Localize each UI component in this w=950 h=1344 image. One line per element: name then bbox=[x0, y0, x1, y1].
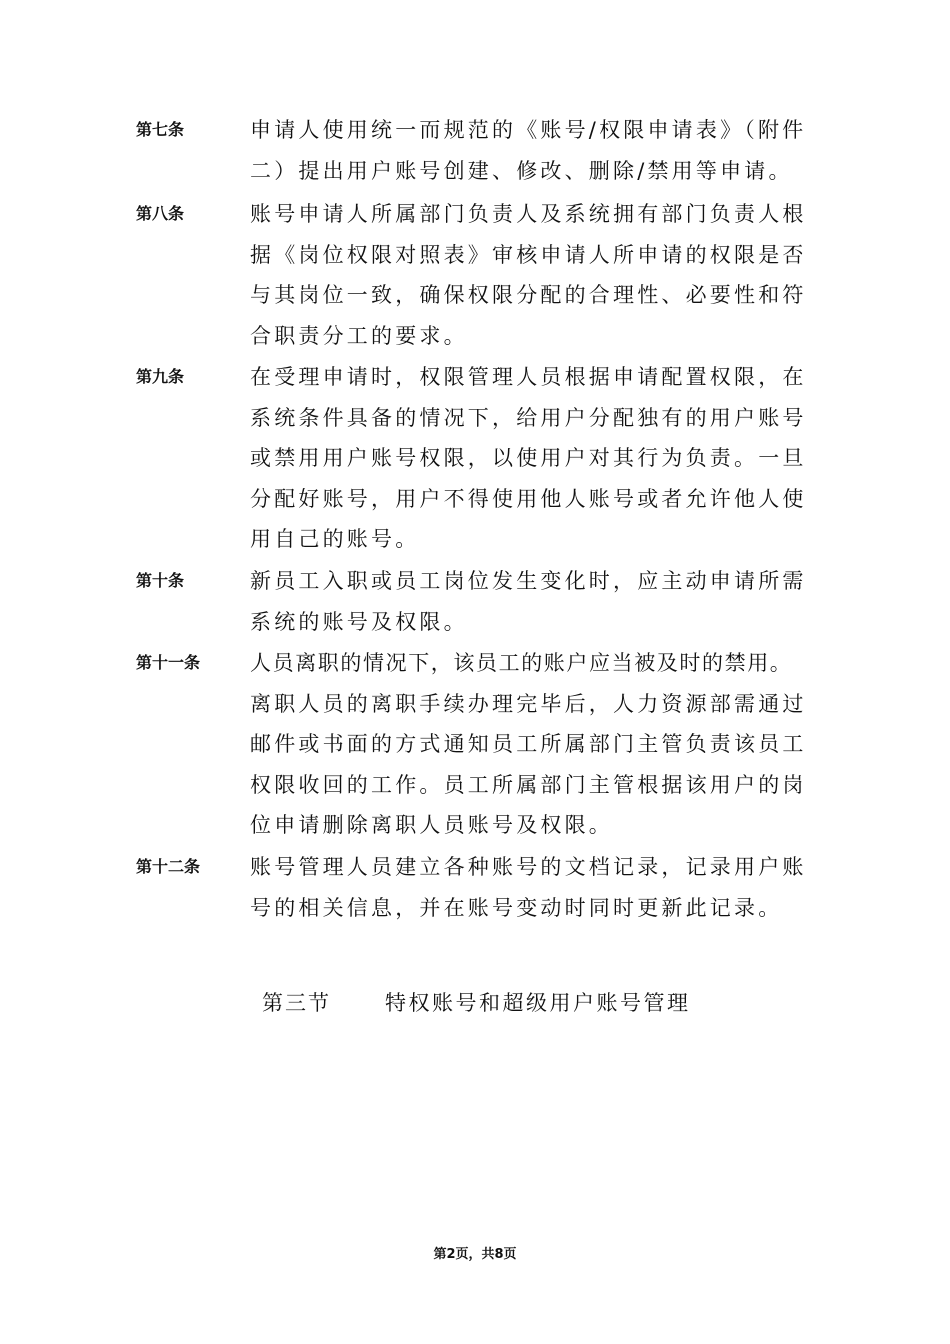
article-line: 与其岗位一致，确保权限分配的合理性、必要性和符 bbox=[250, 283, 807, 307]
article-line: 分配好账号，用户不得使用他人账号或者允许他人使 bbox=[250, 486, 807, 511]
article-line: 在受理申请时，权限管理人员根据申请配置权限，在 bbox=[250, 365, 807, 389]
article-line: 用自己的账号。 bbox=[250, 527, 420, 551]
article-label: 第八条 bbox=[136, 204, 185, 223]
article-line: 人员离职的情况下，该员工的账户应当被及时的禁用。 bbox=[250, 651, 793, 675]
article-body bbox=[250, 643, 830, 846]
article-line: 账号申请人所属部门负责人及系统拥有部门负责人根 bbox=[250, 202, 807, 226]
article-line: 系统的账号及权限。 bbox=[250, 609, 468, 634]
article-line: 账号管理人员建立各种账号的文档记录，记录用户账 bbox=[250, 855, 807, 879]
article-label: 第七条 bbox=[136, 120, 185, 139]
article-line: 位申请删除离职人员账号及权限。 bbox=[250, 813, 613, 837]
article-body bbox=[250, 194, 830, 356]
article-body bbox=[250, 847, 830, 928]
article-line: 权限收回的工作。员工所属部门主管根据该用户的岗 bbox=[250, 772, 807, 797]
article-body bbox=[250, 357, 830, 560]
article-label: 第十二条 bbox=[136, 857, 201, 876]
article-line: 新员工入职或员工岗位发生变化时，应主动申请所需 bbox=[250, 569, 807, 593]
section-number: 第三节 bbox=[262, 991, 331, 1015]
article-line: 离职人员的离职手续办理完毕后，人力资源部需通过 bbox=[250, 691, 807, 716]
article-line: 系统条件具备的情况下，给用户分配独有的用户账号 bbox=[250, 405, 807, 430]
article-label: 第十一条 bbox=[136, 653, 201, 672]
article-line: 号的相关信息，并在账号变动时同时更新此记录。 bbox=[250, 895, 783, 920]
article-body bbox=[250, 110, 830, 191]
page-footer: 第2页，共8页 bbox=[433, 1247, 517, 1262]
article-line: 据《岗位权限对照表》审核申请人所申请的权限是否 bbox=[250, 242, 807, 267]
article-label: 第十条 bbox=[136, 571, 185, 590]
article-line: 合职责分工的要求。 bbox=[250, 323, 468, 348]
article-line: 二）提出用户账号创建、修改、删除/禁用等申请。 bbox=[250, 158, 793, 183]
section-title: 特权账号和超级用户账号管理 bbox=[385, 991, 691, 1015]
article-label: 第九条 bbox=[136, 367, 185, 386]
article-line: 邮件或书面的方式通知员工所属部门主管负责该员工 bbox=[250, 732, 807, 756]
article-line: 申请人使用统一而规范的《账号/权限申请表》（附件 bbox=[250, 118, 807, 142]
article-body bbox=[250, 561, 830, 642]
article-line: 或禁用用户账号权限，以使用户对其行为负责。一旦 bbox=[250, 446, 807, 470]
